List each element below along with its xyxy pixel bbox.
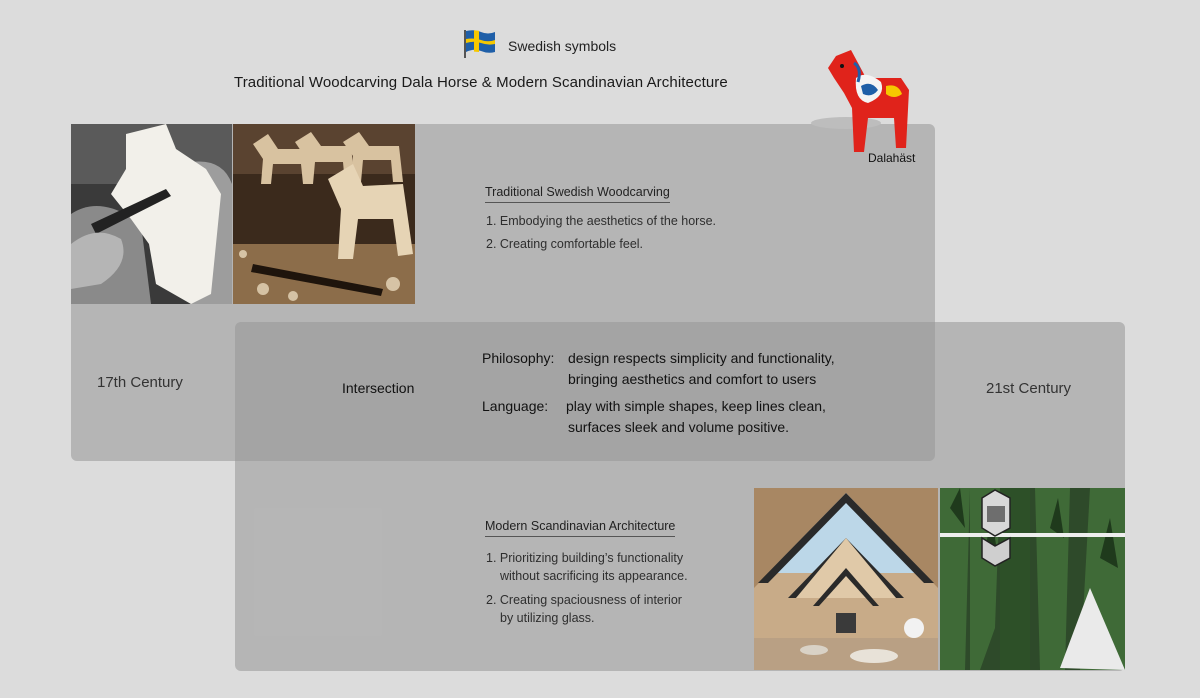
dala-horse-icon <box>806 48 916 158</box>
modern-item-line: without sacrificing its appearance. <box>500 569 688 583</box>
carving-hands-photo <box>71 124 232 304</box>
philosophy-line: design respects simplicity and functionality, <box>568 350 835 366</box>
forest-cabin-photo <box>940 488 1125 670</box>
traditional-item: 2. Creating comfortable feel. <box>486 237 644 251</box>
traditional-item: 1. Embodying the aesthetics of the horse. <box>486 214 716 228</box>
philosophy-label: Philosophy: <box>482 350 555 366</box>
wooden-horses-photo <box>233 124 415 304</box>
modern-item-line: 1. Prioritizing building’s functionality <box>486 551 684 565</box>
traditional-heading: Traditional Swedish Woodcarving <box>485 185 670 203</box>
language-line: play with simple shapes, keep lines clean, <box>566 398 826 414</box>
modern-item-line: by utilizing glass. <box>500 611 595 625</box>
philosophy-line: bringing aesthetics and comfort to users <box>568 371 817 387</box>
page-subtitle: Traditional Woodcarving Dala Horse & Modern Scandinavian Architecture <box>234 74 728 91</box>
language-label: Language: <box>482 398 549 414</box>
intersection-label: Intersection <box>342 380 415 396</box>
flag-caption: Swedish symbols <box>508 38 617 54</box>
timeline-right-label: 21st Century <box>986 380 1072 397</box>
swedish-flag-icon <box>462 28 496 58</box>
timeline-left-label: 17th Century <box>97 374 183 391</box>
language-line: surfaces sleek and volume positive. <box>568 419 789 435</box>
modern-heading: Modern Scandinavian Architecture <box>485 519 675 537</box>
aframe-interior-photo <box>754 488 938 670</box>
dala-horse-label: Dalahäst <box>868 151 916 165</box>
modern-item-line: 2. Creating spaciousness of interior <box>486 593 682 607</box>
